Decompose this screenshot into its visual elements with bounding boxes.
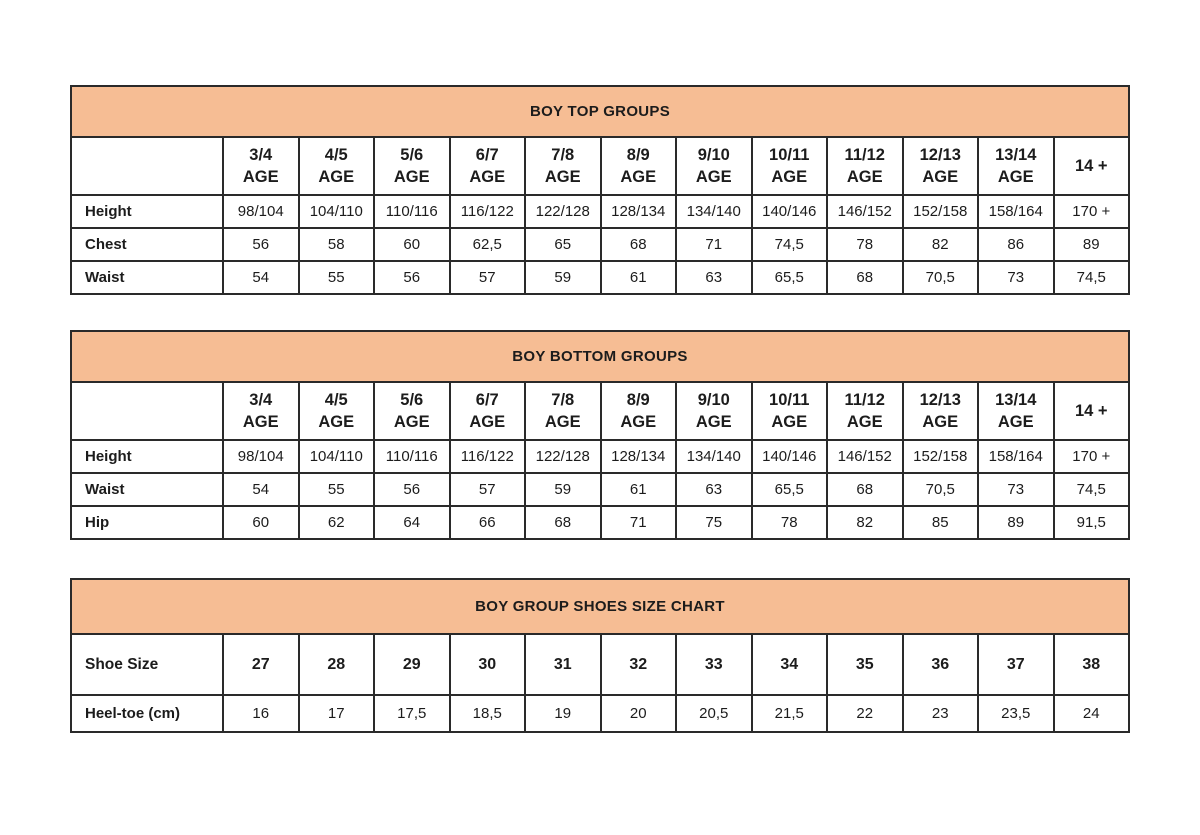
age-header-line: 7/8 [551,145,575,164]
age-header-row [71,382,1129,440]
boy-shoes-size-table [70,578,1130,733]
table-row [71,440,1129,473]
data-cell: 29 [374,634,450,695]
table-title-row [71,331,1129,382]
data-cell: 82 [827,506,903,539]
data-cell: 60 [223,506,299,539]
data-cell: 140/146 [752,195,828,228]
data-cell: 24 [1054,695,1130,732]
data-cell: 78 [752,506,828,539]
age-header-cell [752,137,828,195]
data-cell: 68 [601,228,677,261]
age-header-line: 14 + [1074,156,1108,175]
age-header-cell [223,382,299,440]
table-row [71,195,1129,228]
age-header-line: 3/4 [249,145,273,164]
age-header-cell [978,382,1054,440]
data-cell: 71 [601,506,677,539]
data-cell: 122/128 [525,195,601,228]
data-cell: 128/134 [601,440,677,473]
age-header-cell [903,382,979,440]
data-cell: 68 [827,261,903,294]
data-cell: 62,5 [450,228,526,261]
age-header-cell [525,382,601,440]
age-header-line: 6/7 [475,145,499,164]
data-cell: 74,5 [752,228,828,261]
age-header-line: AGE [620,413,657,431]
data-cell: 63 [676,473,752,506]
row-label: Heel-toe (cm) [71,695,223,732]
row-label: Shoe Size [71,634,223,695]
age-header-line: AGE [544,168,581,186]
data-cell: 23,5 [978,695,1054,732]
age-header-line: AGE [544,413,581,431]
age-header-line: AGE [318,413,355,431]
data-cell: 36 [903,634,979,695]
age-header-cell [223,137,299,195]
data-cell: 30 [450,634,526,695]
age-header-line: 6/7 [475,390,499,409]
data-cell: 31 [525,634,601,695]
data-cell: 86 [978,228,1054,261]
data-cell: 22 [827,695,903,732]
age-header-cell [299,137,375,195]
age-header-cell [374,137,450,195]
data-cell: 158/164 [978,195,1054,228]
data-cell: 19 [525,695,601,732]
data-cell: 78 [827,228,903,261]
table-title: BOY TOP GROUPS [71,86,1129,137]
age-header-cell [978,137,1054,195]
data-cell: 134/140 [676,195,752,228]
data-cell: 140/146 [752,440,828,473]
data-cell: 70,5 [903,473,979,506]
data-cell: 73 [978,473,1054,506]
data-cell: 55 [299,261,375,294]
age-header-line: AGE [846,168,883,186]
data-cell: 33 [676,634,752,695]
age-header-cell [525,137,601,195]
row-label: Hip [71,506,223,539]
row-label: Chest [71,228,223,261]
corner-cell [71,137,223,195]
data-cell: 74,5 [1054,473,1130,506]
age-header-line: AGE [318,168,355,186]
data-cell: 23 [903,695,979,732]
age-header-line: AGE [695,413,732,431]
age-header-cell [827,382,903,440]
age-header-line: AGE [242,413,279,431]
data-cell: 73 [978,261,1054,294]
data-cell: 116/122 [450,440,526,473]
data-cell: 91,5 [1054,506,1130,539]
data-cell: 17,5 [374,695,450,732]
data-cell: 16 [223,695,299,732]
age-header-line: AGE [997,413,1034,431]
age-header-cell [601,137,677,195]
data-cell: 57 [450,473,526,506]
data-cell: 61 [601,261,677,294]
data-cell: 146/152 [827,195,903,228]
data-cell: 58 [299,228,375,261]
age-header-line: 5/6 [400,145,424,164]
data-cell: 146/152 [827,440,903,473]
table-title: BOY GROUP SHOES SIZE CHART [71,579,1129,634]
data-cell: 28 [299,634,375,695]
data-cell: 74,5 [1054,261,1130,294]
data-cell: 158/164 [978,440,1054,473]
age-header-line: AGE [695,168,732,186]
data-cell: 122/128 [525,440,601,473]
age-header-line: 4/5 [324,390,348,409]
data-cell: 104/110 [299,195,375,228]
age-header-cell [676,382,752,440]
age-header-line: AGE [771,168,808,186]
data-cell: 134/140 [676,440,752,473]
data-cell: 35 [827,634,903,695]
age-header-line: 11/12 [844,145,885,164]
data-cell: 110/116 [374,440,450,473]
age-header-cell [450,137,526,195]
age-header-line: AGE [242,168,279,186]
data-cell: 68 [525,506,601,539]
age-header-cell [676,137,752,195]
data-cell: 37 [978,634,1054,695]
data-cell: 116/122 [450,195,526,228]
boy-bottom-groups-table [70,330,1130,540]
age-header-line: 13/14 [995,390,1037,409]
data-cell: 70,5 [903,261,979,294]
table-row [71,261,1129,294]
age-header-line: 10/11 [769,390,810,409]
data-cell: 59 [525,261,601,294]
age-header-line: 10/11 [769,145,810,164]
age-header-cell [450,382,526,440]
data-cell: 82 [903,228,979,261]
data-cell: 21,5 [752,695,828,732]
age-header-line: 13/14 [995,145,1037,164]
age-header-line: 7/8 [551,390,575,409]
table-title-row [71,86,1129,137]
data-cell: 64 [374,506,450,539]
row-label: Waist [71,473,223,506]
data-cell: 75 [676,506,752,539]
table-row [71,634,1129,695]
data-cell: 54 [223,473,299,506]
age-header-cell [827,137,903,195]
age-header-line: AGE [469,413,506,431]
age-header-cell [601,382,677,440]
data-cell: 65,5 [752,261,828,294]
table-title-row [71,579,1129,634]
age-header-line: 4/5 [324,145,348,164]
age-header-line: AGE [620,168,657,186]
data-cell: 59 [525,473,601,506]
data-cell: 60 [374,228,450,261]
data-cell: 152/158 [903,440,979,473]
data-cell: 89 [978,506,1054,539]
data-cell: 98/104 [223,440,299,473]
age-header-line: AGE [771,413,808,431]
data-cell: 56 [374,261,450,294]
age-header-line: AGE [393,168,430,186]
age-header-cell [1054,382,1130,440]
age-header-line: AGE [393,413,430,431]
data-cell: 57 [450,261,526,294]
data-cell: 66 [450,506,526,539]
data-cell: 56 [223,228,299,261]
data-cell: 65 [525,228,601,261]
data-cell: 20,5 [676,695,752,732]
data-cell: 71 [676,228,752,261]
data-cell: 104/110 [299,440,375,473]
data-cell: 20 [601,695,677,732]
data-cell: 170 + [1054,195,1130,228]
age-header-line: AGE [846,413,883,431]
row-label: Height [71,195,223,228]
data-cell: 34 [752,634,828,695]
data-cell: 170 + [1054,440,1130,473]
age-header-line: 12/13 [919,390,961,409]
table-title: BOY BOTTOM GROUPS [71,331,1129,382]
corner-cell [71,382,223,440]
data-cell: 56 [374,473,450,506]
age-header-cell [299,382,375,440]
table-row [71,506,1129,539]
age-header-cell [1054,137,1130,195]
data-cell: 61 [601,473,677,506]
data-cell: 62 [299,506,375,539]
data-cell: 152/158 [903,195,979,228]
table-row [71,695,1129,732]
data-cell: 89 [1054,228,1130,261]
table-row [71,473,1129,506]
age-header-line: AGE [469,168,506,186]
age-header-line: 3/4 [249,390,273,409]
data-cell: 110/116 [374,195,450,228]
data-cell: 38 [1054,634,1130,695]
data-cell: 55 [299,473,375,506]
data-cell: 85 [903,506,979,539]
age-header-cell [752,382,828,440]
age-header-line: 14 + [1074,401,1108,420]
age-header-line: 11/12 [844,390,885,409]
age-header-line: 9/10 [697,390,730,409]
row-label: Height [71,440,223,473]
age-header-line: 8/9 [626,145,650,164]
age-header-cell [903,137,979,195]
age-header-line: 8/9 [626,390,650,409]
table-row [71,228,1129,261]
data-cell: 68 [827,473,903,506]
age-header-cell [374,382,450,440]
age-header-line: AGE [997,168,1034,186]
data-cell: 63 [676,261,752,294]
age-header-line: 9/10 [697,145,730,164]
data-cell: 65,5 [752,473,828,506]
data-cell: 128/134 [601,195,677,228]
data-cell: 98/104 [223,195,299,228]
boy-top-groups-table [70,85,1130,295]
data-cell: 32 [601,634,677,695]
data-cell: 54 [223,261,299,294]
data-cell: 27 [223,634,299,695]
age-header-line: AGE [922,168,959,186]
data-cell: 17 [299,695,375,732]
age-header-row [71,137,1129,195]
age-header-line: 5/6 [400,390,424,409]
age-header-line: 12/13 [919,145,961,164]
age-header-line: AGE [922,413,959,431]
row-label: Waist [71,261,223,294]
data-cell: 18,5 [450,695,526,732]
